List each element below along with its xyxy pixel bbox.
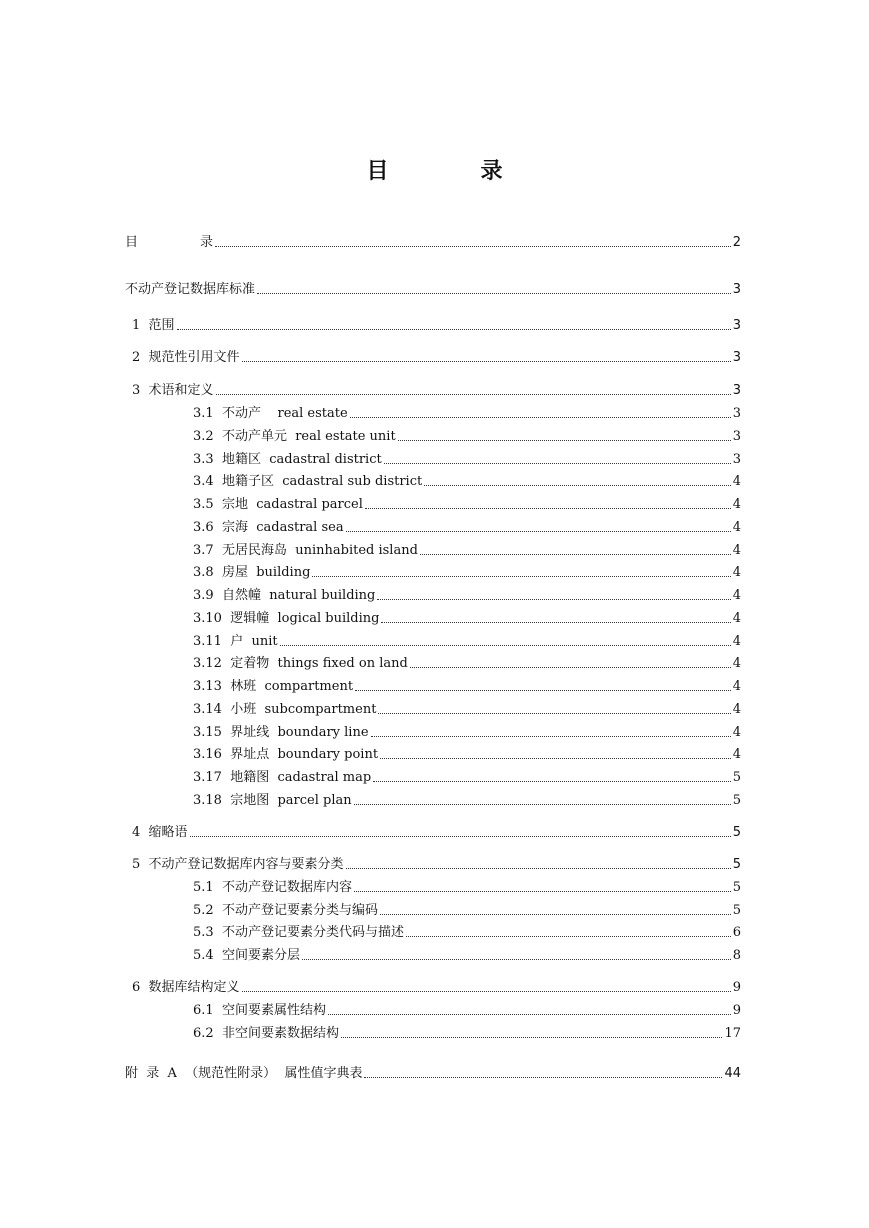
toc-entry-3-1[interactable] [193,403,741,423]
toc-leader [341,1037,722,1038]
toc-page-number: 4 [732,747,741,762]
toc-entry-5-4[interactable] [193,945,741,965]
toc-page-number: 6 [732,925,741,940]
toc-entry-3-2[interactable] [193,426,741,446]
toc-leader [350,417,731,418]
toc-leader [354,804,731,805]
toc-page-number: 2 [732,235,741,250]
toc-leader [373,781,731,782]
toc-leader [257,293,731,294]
toc-page-number: 5 [732,793,741,808]
toc-label: 3.16 界址点 boundary point [193,747,379,762]
toc-page-number: 4 [732,702,741,717]
toc-entry-3-4[interactable] [193,471,741,491]
toc-leader [420,554,731,555]
toc-entry-appendix-a[interactable] [125,1063,741,1083]
toc-entry-section-2[interactable] [132,347,741,367]
toc-page-number: 4 [732,656,741,671]
toc-label: 2 规范性引用文件 [132,350,240,365]
toc-leader [346,531,731,532]
toc-entry-3-12[interactable] [193,653,741,673]
toc-leader [177,329,731,330]
toc-label: 附 录 A （规范性附录） 属性值字典表 [125,1066,363,1081]
toc-entry-3-17[interactable] [193,767,741,787]
toc-label: 5.4 空间要素分层 [193,948,300,963]
toc-label: 3.9 自然幢 natural building [193,588,376,603]
toc-entry-3-3[interactable] [193,449,741,469]
toc-page-number: 4 [732,497,741,512]
toc-leader [328,1014,731,1015]
title-char-2: 录 [480,159,503,184]
toc-leader [190,836,731,837]
toc-entry-3-5[interactable] [193,494,741,514]
toc-leader [398,440,731,441]
toc-page-number: 9 [732,1003,741,1018]
toc-entry-3-8[interactable] [193,562,741,582]
toc-label: 3.10 逻辑幢 logical building [193,611,380,626]
toc-leader [242,361,731,362]
toc-entry-3-13[interactable] [193,676,741,696]
toc-label: 3.12 定着物 things fixed on land [193,656,408,671]
toc-leader [302,959,731,960]
toc-label: 3 术语和定义 [132,383,214,398]
toc-label: 3.7 无居民海岛 uninhabited island [193,543,418,558]
toc-page-number: 5 [732,770,741,785]
toc-label: 3.11 户 unit [193,634,278,649]
toc-page-number: 4 [732,565,741,580]
toc-leader [381,622,730,623]
toc-page-number: 3 [732,452,741,467]
toc-label: 5 不动产登记数据库内容与要素分类 [132,857,344,872]
toc-label: 目 录 [125,235,214,250]
toc-page-number: 3 [732,282,741,297]
toc-entry-3-16[interactable] [193,744,741,764]
toc-label: 6 数据库结构定义 [132,980,240,995]
toc-label: 5.1 不动产登记数据库内容 [193,880,352,895]
toc-label: 3.2 不动产单元 real estate unit [193,429,396,444]
toc-page-number: 9 [732,980,741,995]
toc-leader [364,1077,722,1078]
toc-page-number: 5 [732,825,741,840]
toc-leader [354,891,731,892]
toc-label: 3.3 地籍区 cadastral district [193,452,382,467]
toc-leader [410,667,731,668]
toc-leader [380,758,731,759]
toc-page-number: 4 [732,679,741,694]
toc-entry-3-7[interactable] [193,540,741,560]
toc-entry-section-6[interactable] [132,977,741,997]
toc-entry-section-5[interactable] [132,854,741,874]
toc-page-number: 3 [732,429,741,444]
toc-leader [371,736,731,737]
toc-entry-6-2[interactable] [193,1023,741,1043]
toc-page-number: 5 [732,903,741,918]
toc-leader [406,936,731,937]
toc-label: 6.1 空间要素属性结构 [193,1003,326,1018]
toc-entry-3-6[interactable] [193,517,741,537]
toc-page-number: 4 [732,634,741,649]
toc-entry-5-1[interactable] [193,877,741,897]
toc-label: 3.1 不动产 real estate [193,406,348,421]
toc-label: 3.6 宗海 cadastral sea [193,520,344,535]
toc-leader [242,991,731,992]
toc-label: 3.8 房屋 building [193,565,311,580]
toc-entry-3-9[interactable] [193,585,741,605]
toc-page-number: 3 [732,383,741,398]
toc-leader [346,868,731,869]
toc-label: 3.15 界址线 boundary line [193,725,369,740]
toc-leader [424,485,730,486]
toc-label: 4 缩略语 [132,825,188,840]
toc-label: 3.17 地籍图 cadastral map [193,770,372,785]
toc-page-number: 4 [732,474,741,489]
toc-page-number: 3 [732,350,741,365]
toc-entry-section-4[interactable] [132,822,741,842]
toc-entry-3-11[interactable] [193,631,741,651]
toc-entry-6-1[interactable] [193,1000,741,1020]
toc-page-number: 3 [732,318,741,333]
toc-label: 3.4 地籍子区 cadastral sub district [193,474,423,489]
toc-leader [365,508,731,509]
toc-page-number: 44 [724,1066,741,1081]
toc-page-number: 4 [732,588,741,603]
toc-label: 5.2 不动产登记要素分类与编码 [193,903,378,918]
toc-page-number: 4 [732,543,741,558]
toc-entry-3-15[interactable] [193,722,741,742]
toc-leader [280,645,731,646]
toc-label: 3.18 宗地图 parcel plan [193,793,352,808]
toc-page-number: 5 [732,857,741,872]
toc-entry-3-14[interactable] [193,699,741,719]
toc-entry-5-3[interactable] [193,922,741,942]
toc-leader [216,394,731,395]
toc-entry-section-3[interactable] [132,380,741,400]
toc-page-number: 4 [732,725,741,740]
toc-leader [312,576,730,577]
toc-label: 3.13 林班 compartment [193,679,354,694]
toc-page-number: 3 [732,406,741,421]
toc-label: 5.3 不动产登记要素分类代码与描述 [193,925,404,940]
toc-entry-3-10[interactable] [193,608,741,628]
toc-page-number: 4 [732,520,741,535]
toc-page-number: 8 [732,948,741,963]
toc-entry-doc[interactable] [125,279,741,299]
toc-leader [377,599,730,600]
toc-label: 1 范围 [132,318,175,333]
toc-label: 6.2 非空间要素数据结构 [193,1026,339,1041]
toc-leader [384,463,731,464]
toc-label: 3.5 宗地 cadastral parcel [193,497,363,512]
toc-leader [378,713,730,714]
toc-entry-mulu[interactable] [125,232,741,252]
toc-leader [380,914,731,915]
toc-leader [355,690,731,691]
toc-leader [215,246,731,247]
toc-entry-3-18[interactable] [193,790,741,810]
toc-entry-section-1[interactable] [132,315,741,335]
toc-label: 3.14 小班 subcompartment [193,702,377,717]
page-title [0,154,869,185]
toc-page-number: 4 [732,611,741,626]
toc-label: 不动产登记数据库标准 [125,282,256,297]
toc-entry-5-2[interactable] [193,900,741,920]
toc-page-number: 17 [724,1026,741,1041]
title-char-1: 目 [366,159,389,184]
toc-page-number: 5 [732,880,741,895]
